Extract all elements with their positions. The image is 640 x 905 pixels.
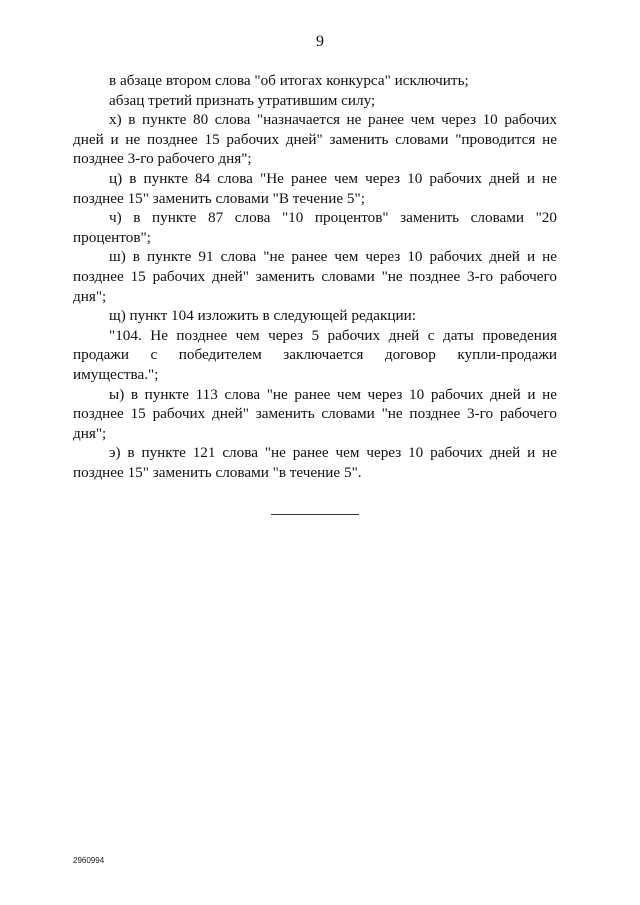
paragraph-item-sh: ш) в пункте 91 слова "не ранее чем через 10 рабочих дней и не позднее 15 рабочих дней" заменить словами "не позднее 3-го рабочего дня"; [73, 248, 557, 305]
paragraph-item-e: э) в пункте 121 слова "не ранее чем через 10 рабочих дней и не позднее 15" заменить словами "в течение 5". [73, 444, 557, 481]
paragraph-remove-contest-results: в абзаце втором слова "об итогах конкурса" исключить; [109, 72, 469, 89]
paragraph-item-kh: х) в пункте 80 слова "назначается не ранее чем через 10 рабочих дней и не позднее 15 рабочих дней" заменить словами "проводится не позднее 3-го рабочего дня"; [73, 111, 557, 168]
paragraph-item-ts: ц) в пункте 84 слова "Не ранее чем через 10 рабочих дней и не позднее 15" заменить словами "В течение 5"; [73, 169, 557, 207]
end-separator-line [271, 514, 359, 515]
paragraph-item-ch: ч) в пункте 87 слова "10 процентов" заменить словами "20 процентов"; [73, 209, 557, 246]
paragraph-item-y: ы) в пункте 113 слова "не ранее чем через 10 рабочих дней и не позднее 15 рабочих дней" заменить словами "не позднее 3-го рабочего дня"; [73, 385, 557, 442]
document-id: 2960994 [73, 856, 105, 865]
paragraph-third-invalid: абзац третий признать утратившим силу; [109, 91, 376, 109]
page-number: 9 [316, 33, 324, 50]
paragraph-item-104-text: "104. Не позднее чем через 5 рабочих дней с даты проведения продажи с победителем заключается договор купли-продажи имущества."; [73, 326, 557, 383]
paragraph-item-shch: щ) пункт 104 изложить в следующей редакции: [109, 307, 416, 325]
document-body [73, 71, 557, 482]
